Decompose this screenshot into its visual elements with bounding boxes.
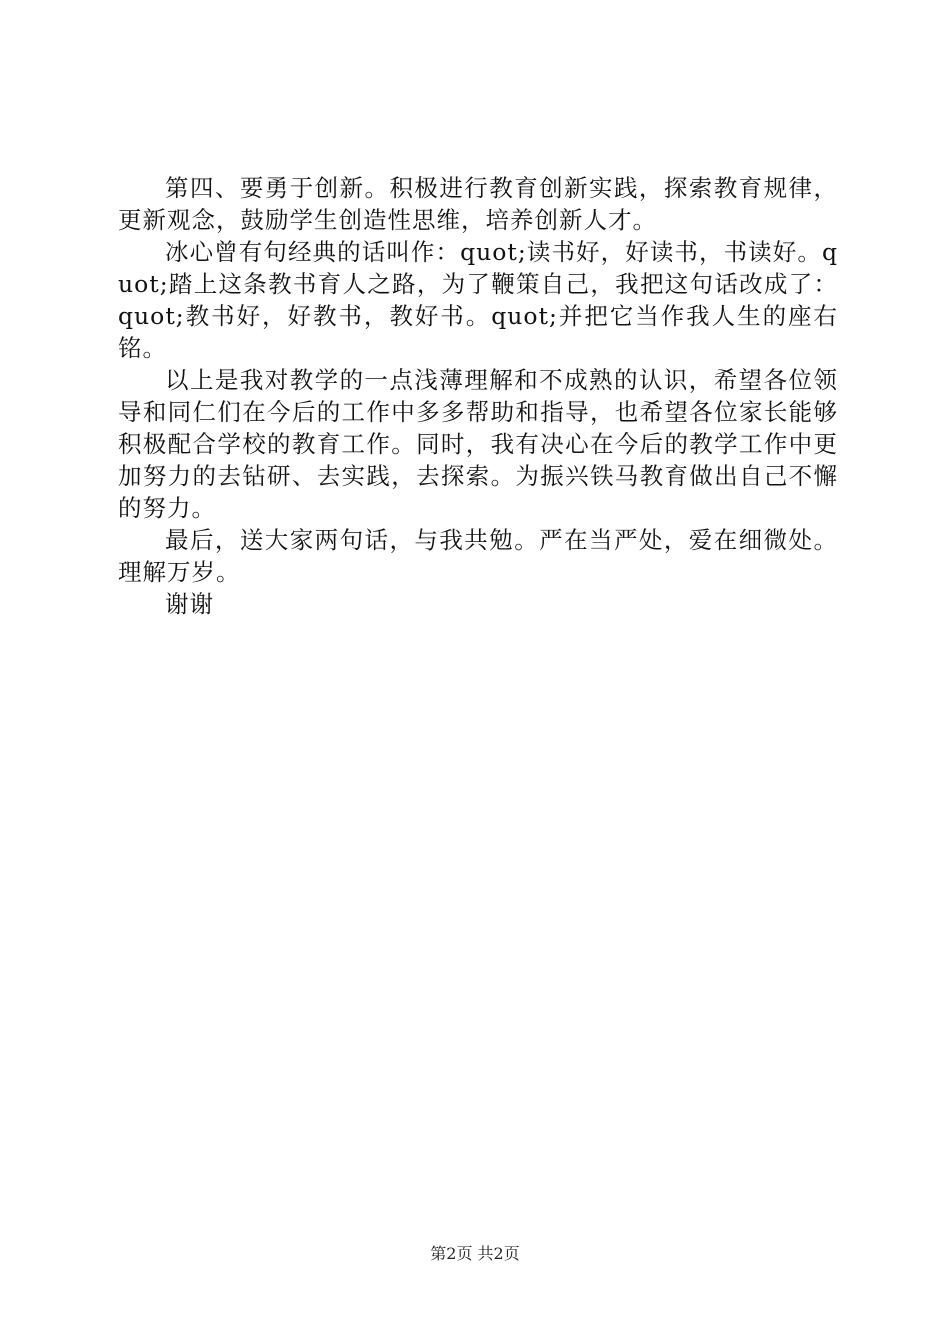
paragraph-understanding: 以上是我对教学的一点浅薄理解和不成熟的认识，希望各位领导和同仁们在今后的工作中多多帮助和指导，也希望各位家长能够积极配合学校的教育工作。同时，我有决心在今后的教学工作中更加努力的去钻研、去实践，去探索。为振兴铁马教育做出自己不懈的努力。 [118, 366, 838, 522]
document-body [118, 172, 838, 620]
page-number-footer: 第2页 共2页 [430, 1244, 520, 1263]
paragraph-thanks: 谢谢 [165, 590, 214, 618]
paragraph-closing: 最后，送大家两句话，与我共勉。严在当严处，爱在细微处。理解万岁。 [118, 526, 838, 586]
paragraph-motto: 冰心曾有句经典的话叫作：quot;读书好，好读书，书读好。quot;踏上这条教书育人之路，为了鞭策自己，我把这句话改成了：quot;教书好，好教书，教好书。quot;并把它当作我人生的座右铭。 [118, 238, 838, 362]
paragraph-innovation: 第四、要勇于创新。积极进行教育创新实践，探索教育规律，更新观念，鼓励学生创造性思维，培养创新人才。 [118, 174, 838, 234]
